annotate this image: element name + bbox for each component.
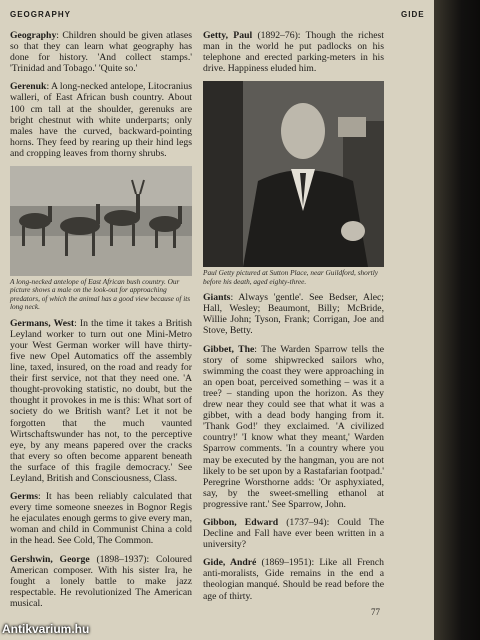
getty-portrait [203, 81, 384, 267]
entry-gide: Gide, André (1869–1951): Like all French anti-moralists, Gide remains in the end a theologian manqué. Should be read before the age of thirty. [203, 557, 384, 602]
entry-gershwin: Gershwin, George (1898–1937): Coloured American composer. With his sister Ira, he fought a lonely battle to make jazz respectable. He revolutionized The American musical. [10, 553, 192, 609]
getty-caption: Paul Getty pictured at Sutton Place, near Guildford, shortly before his death, aged eighty-three. [203, 268, 378, 286]
entry-getty: Getty, Paul (1892–76): Though the richest man in the world he put padlocks on his telephone and erected parking-meters in his drive. Happiness eluded him. [203, 30, 384, 75]
gerenuk-photo [10, 166, 192, 276]
gerenuk-caption: A long-necked antelope of East African bush country. Our picture shows a male on the look-out for approaching predators, of which the animal has a good view because of its long neck. [10, 277, 191, 312]
entry-giants: Giants: Always 'gentle'. See Bedser, Alec; Hall, Wesley; Beaumont, Billy; McBride, Willie John; Tyson, Frank; Corrigan, Joe and Stove, Betty. [203, 292, 384, 337]
getty-photo [203, 81, 384, 267]
entry-gibbon: Gibbon, Edward (1737–94): Could The Decline and Fall have ever been written in a university? [203, 516, 384, 551]
left-column [10, 30, 192, 616]
entry-geography: Geography: Children should be given atlases so that they can learn what geography has done for history. 'And collect stamps.' 'Trinidad and Tobago.' 'Quite so.' [10, 30, 192, 75]
entry-germans-west: Germans, West: In the time it takes a British Leyland worker to turn out one Mini-Metro your West German worker will have thirty-five new Opel Automatics off the assembly line, taxed, insured, on the road and ready for their first service, not that they need one. 'A thought-provoking statistic, no doubt, but the thought it provokes in me is this: What sort of society do we British want? Let it not be forgotten that the much vaunted Wirtschaftswunder has not, to the perceptive eye, by any means papered over the cracks that every so often become apparent beneath the surface of this fragile democracy.' See Leyland, British and Consciousness, Class. [10, 317, 193, 484]
running-head-right: GIDE [401, 10, 425, 19]
gerenuk-illustration [10, 166, 192, 276]
right-column [203, 30, 384, 609]
entry-gerenuk: Gerenuk: A long-necked antelope, Litocranius walleri, of East African bush country. About 100 cm tall at the shoulder, gerenuks are bright chestnut with white underparts; only males have the curved, backward-pointing horns. They feed by rearing up their hind legs and cropping leaves from thorny shrubs. [10, 81, 192, 159]
page-number: 77 [371, 607, 380, 617]
book-edge [434, 0, 480, 640]
running-head-left: GEOGRAPHY [10, 10, 72, 19]
watermark: Antikvarium.hu [2, 622, 90, 636]
entry-germs: Germs: It has been reliably calculated that every time someone sneezes in Bognor Regis he ejaculates enough germs to give every man, woman and child in Communist China a cold in the head. See Cold, The Common. [10, 491, 192, 547]
entry-gibbet: Gibbet, The: The Warden Sparrow tells the story of some shipwrecked sailors who, swimming the coast they were approaching in an open boat, perceived something – was it a tree? – standing upon the horizon. As they drew near they could see that what it was a gibbet, with a dead body hanging from it. 'Thank God!' they exclaimed. 'A civilized country!' 'I know what they meant,' Warden Sparrow comments. 'In a country where you may be executed by the hangman, you are not likely to be set upon by a Rastafarian footpad.' Peregrine Worsthorne adds: 'Or asphyxiated, say, by the sweet-smelling ethanol at progressive rant.' See Sparrow, John. [203, 343, 384, 510]
